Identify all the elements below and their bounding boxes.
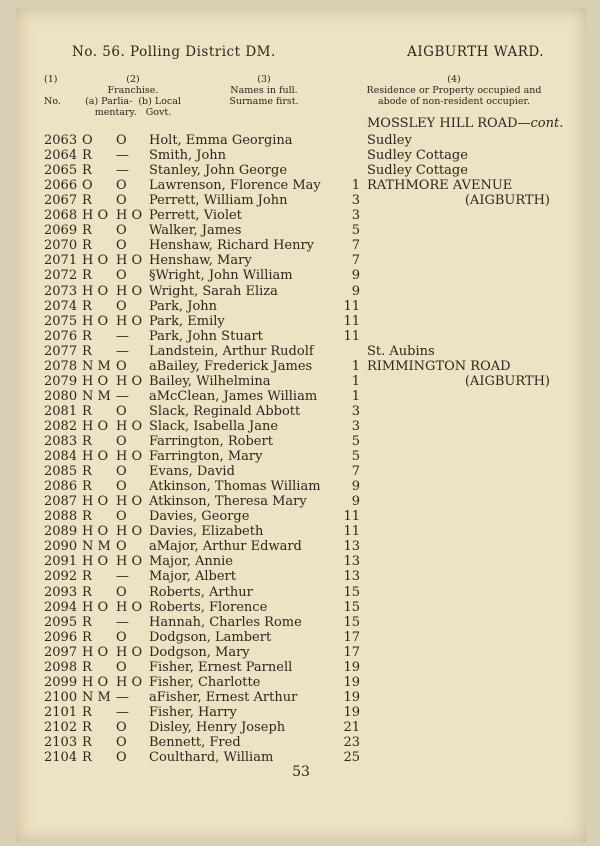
voter-name: Slack, Isabella Jane xyxy=(149,418,279,434)
voter-row xyxy=(16,720,586,735)
voter-row xyxy=(16,449,586,464)
house-number: 9 xyxy=(351,494,360,510)
voter-row xyxy=(16,404,586,419)
parliamentary-franchise: R xyxy=(82,584,92,600)
parliamentary-franchise: H O xyxy=(82,674,109,690)
voter-number: 2090 xyxy=(44,539,78,555)
continued-suffix: cont. xyxy=(530,116,564,131)
voter-row xyxy=(16,434,586,449)
house-number: 7 xyxy=(351,253,360,269)
voter-number: 2085 xyxy=(44,464,78,480)
house-number: 13 xyxy=(343,539,360,555)
voter-number: 2084 xyxy=(44,449,78,465)
voter-number: 2097 xyxy=(44,644,78,660)
parliamentary-franchise: H O xyxy=(82,253,109,269)
district-title: No. 56. Polling District DM. xyxy=(72,44,276,60)
parliamentary-franchise: R xyxy=(82,479,92,495)
voter-row xyxy=(16,253,586,268)
voter-row xyxy=(16,509,586,524)
house-number: 11 xyxy=(343,509,360,525)
voter-number: 2080 xyxy=(44,388,78,404)
residence: St. Aubins xyxy=(367,343,435,359)
local-franchise: H O xyxy=(116,599,143,615)
voter-name: Davies, Elizabeth xyxy=(149,524,264,540)
voter-number: 2066 xyxy=(44,178,78,194)
voter-name: Dodgson, Mary xyxy=(149,644,250,660)
voter-name: Dodgson, Lambert xyxy=(149,629,272,645)
local-franchise: O xyxy=(116,238,127,254)
local-franchise: H O xyxy=(116,674,143,690)
parliamentary-franchise: H O xyxy=(82,313,109,329)
parliamentary-franchise: R xyxy=(82,464,92,480)
local-franchise: — xyxy=(116,148,129,164)
voter-name: Roberts, Arthur xyxy=(149,584,253,600)
voter-number: 2072 xyxy=(44,268,78,284)
voter-name: Bailey, Wilhelmina xyxy=(149,373,271,389)
parliamentary-franchise: R xyxy=(82,434,92,449)
house-number: 13 xyxy=(343,569,360,585)
local-franchise: H O xyxy=(116,283,143,299)
parliamentary-franchise: R xyxy=(82,343,92,359)
continued-street-name: MOSSLEY HILL ROAD— xyxy=(367,116,531,131)
parliamentary-franchise: R xyxy=(82,328,92,344)
house-number: 13 xyxy=(343,554,360,570)
parliamentary-franchise: R xyxy=(82,614,92,630)
local-franchise: O xyxy=(116,223,127,239)
voter-row xyxy=(16,645,586,660)
house-number: 9 xyxy=(351,479,360,495)
local-franchise: O xyxy=(116,509,127,525)
local-franchise: O xyxy=(116,659,127,675)
local-franchise: O xyxy=(116,434,127,449)
voter-name: Hannah, Charles Rome xyxy=(149,614,302,630)
local-franchise: O xyxy=(116,464,127,480)
voter-name: Evans, David xyxy=(149,464,235,480)
col3-sub: Surname first. xyxy=(229,96,299,107)
voter-row xyxy=(16,329,586,344)
house-number: 15 xyxy=(343,614,360,630)
voter-number: 2076 xyxy=(44,328,78,344)
voter-row xyxy=(16,660,586,675)
col4-number: (4) xyxy=(447,74,461,85)
parliamentary-franchise: R xyxy=(82,193,92,209)
local-franchise: — xyxy=(116,689,129,705)
voter-number: 2081 xyxy=(44,403,78,419)
voter-name: Farrington, Robert xyxy=(149,434,273,449)
voter-number: 2065 xyxy=(44,163,78,179)
local-franchise: — xyxy=(116,388,129,404)
parliamentary-franchise: R xyxy=(82,223,92,239)
house-number: 3 xyxy=(351,193,360,209)
voter-row xyxy=(16,569,586,584)
voter-number: 2102 xyxy=(44,719,78,735)
parliamentary-franchise: R xyxy=(82,719,92,735)
house-number: 17 xyxy=(343,644,360,660)
local-franchise: H O xyxy=(116,554,143,570)
house-number: 11 xyxy=(343,524,360,540)
voter-row xyxy=(16,735,586,750)
residence: RIMMINGTON ROAD xyxy=(367,358,511,374)
voter-row xyxy=(16,193,586,208)
voter-number: 2088 xyxy=(44,509,78,525)
local-franchise: O xyxy=(116,358,127,374)
voter-row xyxy=(16,389,586,404)
parliamentary-franchise: N M xyxy=(82,388,111,404)
local-franchise: O xyxy=(116,479,127,495)
local-franchise: H O xyxy=(116,313,143,329)
voter-number: 2094 xyxy=(44,599,78,615)
local-franchise: — xyxy=(116,704,129,720)
voter-name: aFisher, Ernest Arthur xyxy=(149,689,298,705)
voter-number: 2067 xyxy=(44,193,78,209)
house-number: 5 xyxy=(351,434,360,449)
ward-title: AIGBURTH WARD. xyxy=(407,44,544,60)
local-franchise: — xyxy=(116,328,129,344)
voter-name: Fisher, Harry xyxy=(149,704,237,720)
voter-name: Henshaw, Mary xyxy=(149,253,252,269)
voter-name: Roberts, Florence xyxy=(149,599,268,615)
voter-name: aMajor, Arthur Edward xyxy=(149,539,302,555)
house-number: 19 xyxy=(343,704,360,720)
parliamentary-franchise: H O xyxy=(82,494,109,510)
continued-street xyxy=(367,116,563,131)
col1-label: No. xyxy=(44,96,61,107)
voter-name: Major, Annie xyxy=(149,554,233,570)
voter-name: Atkinson, Thomas William xyxy=(149,479,321,495)
house-number: 11 xyxy=(343,298,360,314)
parliamentary-franchise: O xyxy=(82,178,93,194)
parliamentary-franchise: H O xyxy=(82,644,109,660)
voter-number: 2073 xyxy=(44,283,78,299)
house-number: 1 xyxy=(351,388,360,404)
voter-number: 2092 xyxy=(44,569,78,585)
voter-number: 2087 xyxy=(44,494,78,510)
residence-district: (AIGBURTH) xyxy=(464,373,550,389)
house-number: 7 xyxy=(351,464,360,480)
residence: RATHMORE AVENUE xyxy=(367,178,513,194)
voter-row xyxy=(16,148,586,163)
parliamentary-franchise: H O xyxy=(82,449,109,465)
parliamentary-franchise: R xyxy=(82,403,92,419)
voter-row xyxy=(16,585,586,600)
voter-row xyxy=(16,223,586,238)
col3-number: (3) xyxy=(257,74,271,85)
voter-row xyxy=(16,464,586,479)
voter-name: aBailey, Frederick James xyxy=(149,358,313,374)
parliamentary-franchise: N M xyxy=(82,358,111,374)
col4-sub: abode of non-resident occupier. xyxy=(377,96,531,107)
local-franchise: H O xyxy=(116,449,143,465)
voter-row xyxy=(16,178,586,193)
voter-row xyxy=(16,750,586,765)
house-number: 11 xyxy=(343,313,360,329)
voter-number: 2086 xyxy=(44,479,78,495)
house-number: 21 xyxy=(343,719,360,735)
voter-number: 2083 xyxy=(44,434,78,449)
house-number: 7 xyxy=(351,238,360,254)
parliamentary-franchise: R xyxy=(82,509,92,525)
local-franchise: O xyxy=(116,178,127,194)
voter-number: 2074 xyxy=(44,298,78,314)
voter-row xyxy=(16,238,586,253)
voter-row xyxy=(16,675,586,690)
voter-row xyxy=(16,630,586,645)
house-number: 19 xyxy=(343,659,360,675)
voter-row xyxy=(16,374,586,389)
voter-number: 2104 xyxy=(44,750,78,766)
voter-number: 2091 xyxy=(44,554,78,570)
house-number: 5 xyxy=(351,449,360,465)
parliamentary-franchise: R xyxy=(82,659,92,675)
residence: Sudley xyxy=(367,133,412,148)
house-number: 25 xyxy=(343,750,360,766)
voter-number: 2093 xyxy=(44,584,78,600)
house-number: 1 xyxy=(351,358,360,374)
voter-name: Henshaw, Richard Henry xyxy=(149,238,315,254)
house-number: 9 xyxy=(351,283,360,299)
parliamentary-franchise: H O xyxy=(82,554,109,570)
voter-row xyxy=(16,133,586,148)
parliamentary-franchise: R xyxy=(82,629,92,645)
parliamentary-franchise: R xyxy=(82,268,92,284)
voter-name: Stanley, John George xyxy=(149,163,288,179)
local-franchise: O xyxy=(116,268,127,284)
voter-name: Park, John xyxy=(149,298,218,314)
col2-heading xyxy=(78,74,188,118)
local-franchise: H O xyxy=(116,418,143,434)
parliamentary-franchise: H O xyxy=(82,524,109,540)
voter-name: Lawrenson, Florence May xyxy=(149,178,321,194)
voter-name: Holt, Emma Georgina xyxy=(149,133,293,148)
house-number: 3 xyxy=(351,208,360,224)
parliamentary-franchise: R xyxy=(82,238,92,254)
voter-row xyxy=(16,344,586,359)
voter-name: Landstein, Arthur Rudolf xyxy=(149,343,314,359)
house-number: 23 xyxy=(343,735,360,750)
col2-title: Franchise. xyxy=(107,85,159,96)
house-number: 19 xyxy=(343,674,360,690)
voter-number: 2098 xyxy=(44,659,78,675)
voter-name: Perrett, William John xyxy=(149,193,288,209)
local-franchise: O xyxy=(116,539,127,555)
voter-number: 2064 xyxy=(44,148,78,164)
voter-row xyxy=(16,554,586,569)
voter-name: Davies, George xyxy=(149,509,250,525)
voter-number: 2070 xyxy=(44,238,78,254)
parliamentary-franchise: H O xyxy=(82,418,109,434)
voter-number: 2075 xyxy=(44,313,78,329)
voter-name: Atkinson, Theresa Mary xyxy=(149,494,307,510)
parliamentary-franchise: H O xyxy=(82,373,109,389)
voter-name: Fisher, Charlotte xyxy=(149,674,261,690)
voter-name: Major, Albert xyxy=(149,569,236,585)
voter-number: 2096 xyxy=(44,629,78,645)
local-franchise: H O xyxy=(116,494,143,510)
col3-heading xyxy=(184,74,344,107)
voter-name: Fisher, Ernest Parnell xyxy=(149,659,293,675)
house-number: 15 xyxy=(343,599,360,615)
parliamentary-franchise: R xyxy=(82,298,92,314)
parliamentary-franchise: R xyxy=(82,163,92,179)
parliamentary-franchise: O xyxy=(82,133,93,148)
voter-name: Walker, James xyxy=(149,223,242,239)
local-franchise: — xyxy=(116,343,129,359)
house-number: 1 xyxy=(351,373,360,389)
voter-number: 2078 xyxy=(44,358,78,374)
local-franchise: O xyxy=(116,750,127,766)
local-franchise: — xyxy=(116,163,129,179)
local-franchise: O xyxy=(116,193,127,209)
register-page xyxy=(16,8,586,842)
voter-number: 2071 xyxy=(44,253,78,269)
voter-number: 2063 xyxy=(44,133,78,148)
local-franchise: O xyxy=(116,133,127,148)
voter-row xyxy=(16,359,586,374)
voter-name: Perrett, Violet xyxy=(149,208,242,224)
voter-row xyxy=(16,615,586,630)
local-franchise: H O xyxy=(116,253,143,269)
parliamentary-franchise: H O xyxy=(82,599,109,615)
page-number: 53 xyxy=(292,764,310,780)
voter-name: Smith, John xyxy=(149,148,227,164)
voter-name: Disley, Henry Joseph xyxy=(149,719,286,735)
voter-row xyxy=(16,284,586,299)
voter-number: 2100 xyxy=(44,689,78,705)
local-franchise: O xyxy=(116,735,127,750)
residence-district: (AIGBURTH) xyxy=(464,193,550,209)
voter-row xyxy=(16,524,586,539)
local-franchise: H O xyxy=(116,373,143,389)
parliamentary-franchise: H O xyxy=(82,208,109,224)
voter-row xyxy=(16,539,586,554)
house-number: 9 xyxy=(351,268,360,284)
voter-row xyxy=(16,479,586,494)
parliamentary-franchise: R xyxy=(82,704,92,720)
local-franchise: — xyxy=(116,614,129,630)
voter-row xyxy=(16,705,586,720)
local-franchise: H O xyxy=(116,644,143,660)
local-franchise: H O xyxy=(116,208,143,224)
voter-name: Slack, Reginald Abbott xyxy=(149,403,301,419)
local-franchise: H O xyxy=(116,524,143,540)
local-franchise: O xyxy=(116,298,127,314)
voter-row xyxy=(16,419,586,434)
parliamentary-franchise: H O xyxy=(82,283,109,299)
voter-number: 2089 xyxy=(44,524,78,540)
col2-sub1: (a) Parlia- (b) Local xyxy=(85,96,181,107)
voter-row xyxy=(16,314,586,329)
col3-title: Names in full. xyxy=(230,85,298,96)
local-franchise: O xyxy=(116,584,127,600)
voter-number: 2101 xyxy=(44,704,78,720)
parliamentary-franchise: N M xyxy=(82,689,111,705)
parliamentary-franchise: R xyxy=(82,750,92,766)
voter-name: Farrington, Mary xyxy=(149,449,263,465)
voter-name: Park, Emily xyxy=(149,313,225,329)
parliamentary-franchise: R xyxy=(82,569,92,585)
parliamentary-franchise: R xyxy=(82,735,92,750)
voter-name: Park, John Stuart xyxy=(149,328,263,344)
local-franchise: — xyxy=(116,569,129,585)
col1-number: (1) xyxy=(44,74,58,85)
col2-number: (2) xyxy=(126,74,140,85)
local-franchise: O xyxy=(116,719,127,735)
voter-name: Coulthard, William xyxy=(149,750,274,766)
residence: Sudley Cottage xyxy=(367,163,468,179)
voter-number: 2099 xyxy=(44,674,78,690)
local-franchise: O xyxy=(116,629,127,645)
voter-number: 2095 xyxy=(44,614,78,630)
house-number: 3 xyxy=(351,418,360,434)
voter-name: aMcClean, James William xyxy=(149,388,318,404)
house-number: 11 xyxy=(343,328,360,344)
house-number: 17 xyxy=(343,629,360,645)
voter-number: 2103 xyxy=(44,735,78,750)
voter-row xyxy=(16,208,586,223)
voter-row xyxy=(16,494,586,509)
voter-row xyxy=(16,600,586,615)
voter-row xyxy=(16,268,586,283)
col4-title: Residence or Property occupied and xyxy=(366,85,542,96)
parliamentary-franchise: N M xyxy=(82,539,111,555)
voter-number: 2077 xyxy=(44,343,78,359)
house-number: 15 xyxy=(343,584,360,600)
voter-number: 2082 xyxy=(44,418,78,434)
voter-row xyxy=(16,163,586,178)
col4-heading xyxy=(354,74,554,107)
house-number: 1 xyxy=(351,178,360,194)
house-number: 19 xyxy=(343,689,360,705)
voter-name: Wright, Sarah Eliza xyxy=(149,283,278,299)
col2-sub2: mentary. Govt. xyxy=(94,107,172,118)
voter-row xyxy=(16,299,586,314)
voter-row xyxy=(16,690,586,705)
voter-name: Bennett, Fred xyxy=(149,735,241,750)
house-number: 3 xyxy=(351,403,360,419)
voter-number: 2079 xyxy=(44,373,78,389)
voter-name: §Wright, John William xyxy=(149,268,293,284)
voter-number: 2068 xyxy=(44,208,78,224)
voter-number: 2069 xyxy=(44,223,78,239)
house-number: 5 xyxy=(351,223,360,239)
parliamentary-franchise: R xyxy=(82,148,92,164)
local-franchise: O xyxy=(116,403,127,419)
residence: Sudley Cottage xyxy=(367,148,468,164)
